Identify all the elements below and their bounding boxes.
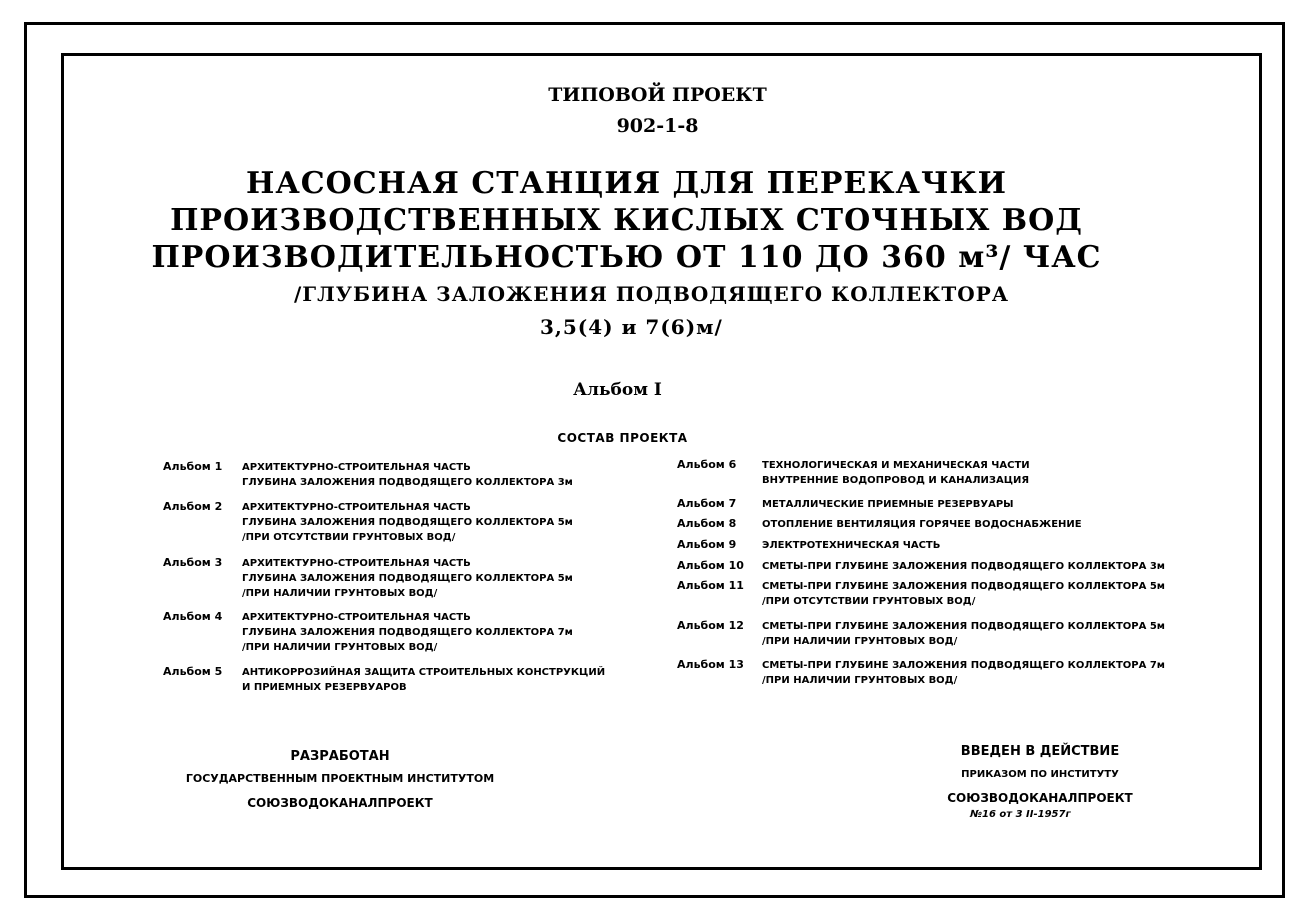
album-desc-12: СМЕТЫ-ПРИ ГЛУБИНЕ ЗАЛОЖЕНИЯ ПОДВОДЯЩЕГО КОЛЛЕКТОРА 5м /ПРИ НАЛИЧИИ ГРУНТОВЫХ ВОД/ xyxy=(762,621,1165,647)
album-desc-10: СМЕТЫ-ПРИ ГЛУБИНЕ ЗАЛОЖЕНИЯ ПОДВОДЯЩЕГО КОЛЛЕКТОРА 3м xyxy=(762,561,1165,572)
album-label-13: Альбом 13 xyxy=(677,658,744,671)
album-desc-5: АНТИКОРРОЗИЙНАЯ ЗАЩИТА СТРОИТЕЛЬНЫХ КОНСТРУКЦИЙ И ПРИЕМНЫХ РЕЗЕРВУАРОВ xyxy=(242,667,606,693)
album-label-3: Альбом 3 xyxy=(163,556,223,569)
album-desc-7: МЕТАЛЛИЧЕСКИЕ ПРИЕМНЫЕ РЕЗЕРВУАРЫ xyxy=(762,499,1014,510)
album-label-11: Альбом 11 xyxy=(677,579,744,592)
album-desc-8: ОТОПЛЕНИЕ ВЕНТИЛЯЦИЯ ГОРЯЧЕЕ ВОДОСНАБЖЕНИЕ xyxy=(762,519,1082,530)
album-label-8: Альбом 8 xyxy=(677,517,737,530)
album-desc-3: АРХИТЕКТУРНО-СТРОИТЕЛЬНАЯ ЧАСТЬ ГЛУБИНА ЗАЛОЖЕНИЯ ПОДВОДЯЩЕГО КОЛЛЕКТОРА 5м /ПРИ НАЛИЧИИ ГРУНТОВЫХ ВОД/ xyxy=(242,558,573,599)
album-title: Альбом I xyxy=(573,380,662,400)
type-project-heading: ТИПОВОЙ ПРОЕКТ xyxy=(548,84,767,106)
album-desc-6: ТЕХНОЛОГИЧЕСКАЯ И МЕХАНИЧЕСКАЯ ЧАСТИ ВНУТРЕННИЕ ВОДОПРОВОД И КАНАЛИЗАЦИЯ xyxy=(762,460,1030,486)
title-line-5: 3,5(4) и 7(6)м/ xyxy=(540,315,723,339)
composition-heading: СОСТАВ ПРОЕКТА xyxy=(557,431,688,445)
album-desc-13: СМЕТЫ-ПРИ ГЛУБИНЕ ЗАЛОЖЕНИЯ ПОДВОДЯЩЕГО КОЛЛЕКТОРА 7м /ПРИ НАЛИЧИИ ГРУНТОВЫХ ВОД/ xyxy=(762,660,1165,686)
title-line-3: ПРОИЗВОДИТЕЛЬНОСТЬЮ ОТ 110 ДО 360 м³/ ЧАС xyxy=(151,240,1102,275)
album-desc-9: ЭЛЕКТРОТЕХНИЧЕСКАЯ ЧАСТЬ xyxy=(762,540,941,551)
album-label-10: Альбом 10 xyxy=(677,559,744,572)
developed-institute: ГОСУДАРСТВЕННЫМ ПРОЕКТНЫМ ИНСТИТУТОМ xyxy=(185,772,495,785)
album-desc-11: СМЕТЫ-ПРИ ГЛУБИНЕ ЗАЛОЖЕНИЯ ПОДВОДЯЩЕГО КОЛЛЕКТОРА 5м /ПРИ ОТСУТСТВИИ ГРУНТОВЫХ ВОД/ xyxy=(762,581,1165,607)
enacted-heading: ВВЕДЕН В ДЕЙСТВИЕ xyxy=(960,744,1120,759)
album-label-12: Альбом 12 xyxy=(677,619,744,632)
developed-heading: РАЗРАБОТАН xyxy=(290,749,390,764)
enacted-order: ПРИКАЗОМ ПО ИНСТИТУТУ xyxy=(961,769,1119,780)
enacted-date: №16 от 3 II-1957г xyxy=(970,809,1071,820)
album-desc-2: АРХИТЕКТУРНО-СТРОИТЕЛЬНАЯ ЧАСТЬ ГЛУБИНА ЗАЛОЖЕНИЯ ПОДВОДЯЩЕГО КОЛЛЕКТОРА 5м /ПРИ ОТСУТСТВИИ ГРУНТОВЫХ ВОД/ xyxy=(242,502,573,543)
developed-org: СОЮЗВОДОКАНАЛПРОЕКТ xyxy=(247,796,433,810)
album-label-5: Альбом 5 xyxy=(163,665,223,678)
album-label-9: Альбом 9 xyxy=(677,538,737,551)
title-line-1: НАСОСНАЯ СТАНЦИЯ ДЛЯ ПЕРЕКАЧКИ xyxy=(245,166,1008,201)
album-label-1: Альбом 1 xyxy=(163,460,223,473)
album-label-4: Альбом 4 xyxy=(163,610,223,623)
title-line-2: ПРОИЗВОДСТВЕННЫХ КИСЛЫХ СТОЧНЫХ ВОД xyxy=(170,203,1083,238)
enacted-org: СОЮЗВОДОКАНАЛПРОЕКТ xyxy=(947,791,1133,805)
album-desc-1: АРХИТЕКТУРНО-СТРОИТЕЛЬНАЯ ЧАСТЬ ГЛУБИНА ЗАЛОЖЕНИЯ ПОДВОДЯЩЕГО КОЛЛЕКТОРА 3м xyxy=(242,462,573,488)
project-number: 902-1-8 xyxy=(616,115,699,137)
album-label-7: Альбом 7 xyxy=(677,497,737,510)
album-label-6: Альбом 6 xyxy=(677,458,737,471)
title-line-4: /ГЛУБИНА ЗАЛОЖЕНИЯ ПОДВОДЯЩЕГО КОЛЛЕКТОРА xyxy=(294,282,1010,306)
album-label-2: Альбом 2 xyxy=(163,500,223,513)
album-desc-4: АРХИТЕКТУРНО-СТРОИТЕЛЬНАЯ ЧАСТЬ ГЛУБИНА ЗАЛОЖЕНИЯ ПОДВОДЯЩЕГО КОЛЛЕКТОРА 7м /ПРИ НАЛИЧИИ ГРУНТОВЫХ ВОД/ xyxy=(242,612,573,653)
